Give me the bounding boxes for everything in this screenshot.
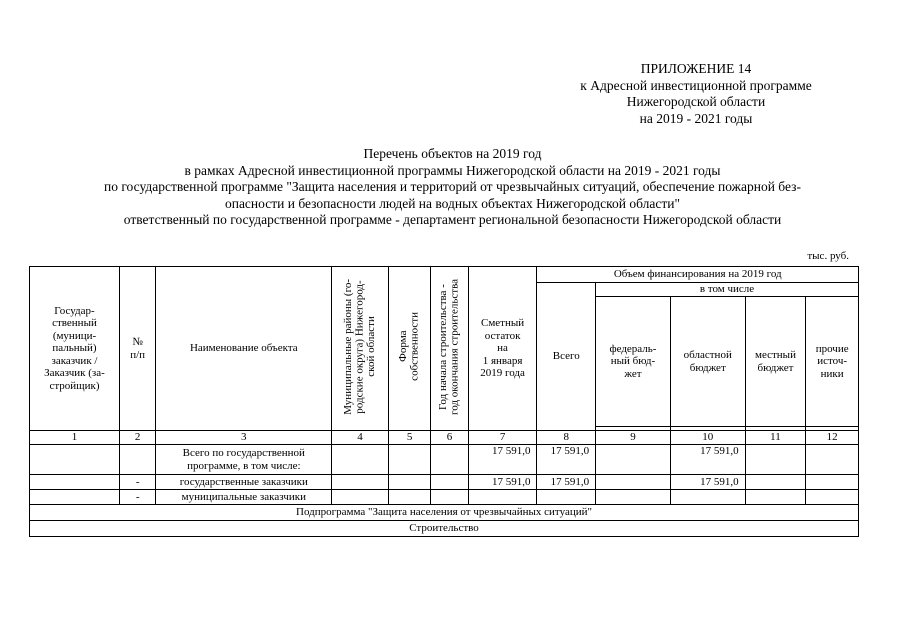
column-number: 11 (745, 431, 806, 445)
column-number: 2 (119, 431, 155, 445)
column-number: 3 (156, 431, 332, 445)
cell-number: - (119, 475, 155, 490)
table-row (30, 475, 859, 490)
cell-regional (670, 490, 745, 505)
cell-district (332, 475, 389, 490)
cell-ownership (388, 490, 430, 505)
title-line-4: опасности и безопасности людей на водных объектах Нижегородской области" (224, 195, 681, 211)
cell-local (745, 445, 806, 475)
column-number: 5 (388, 431, 430, 445)
cell-number: - (119, 490, 155, 505)
cell-regional: 17 591,0 (670, 475, 745, 490)
header-including: в том числе (596, 283, 859, 297)
cell-object-name: Всего по государственной программе, в том числе: (156, 445, 332, 475)
cell-local (745, 475, 806, 490)
cell-customer (30, 475, 120, 490)
header-years: Год начала строительства - год окончания строительства (437, 278, 461, 415)
document-title (20, 146, 885, 229)
cell-total: 17 591,0 (537, 475, 596, 490)
column-number: 6 (431, 431, 468, 445)
appendix-program: к Адресной инвестиционной программе (580, 77, 812, 93)
title-line-2: в рамках Адресной инвестиционной программы Нижегородской области на 2019 - 2021 годы (184, 162, 721, 178)
header-districts-cell (332, 267, 389, 431)
cell-customer (30, 490, 120, 505)
cell-years (431, 445, 468, 475)
appendix-block (540, 61, 852, 127)
header-financing-group: Объем финансирования на 2019 год (537, 267, 859, 283)
header-districts: Муниципальные районы (го- родские округа) Нижегород- ской области (341, 278, 377, 415)
financing-table (29, 266, 859, 537)
appendix-region: Нижегородской области (626, 94, 766, 109)
cell-number (119, 445, 155, 475)
cell-total (537, 490, 596, 505)
header-total: Всего (537, 283, 596, 431)
header-local: местный бюджет (745, 297, 806, 427)
cell-years (431, 475, 468, 490)
appendix-number: ПРИЛОЖЕНИЕ 14 (640, 61, 752, 76)
title-line-5: ответственный по государственной программе - департамент региональной безопасности Нижегородской области (123, 212, 782, 227)
cell-local (745, 490, 806, 505)
appendix-years: на 2019 - 2021 годы (639, 110, 753, 126)
cell-other (806, 475, 859, 490)
header-regional: областной бюджет (670, 297, 745, 427)
header-number: № п/п (119, 267, 155, 431)
cell-total: 17 591,0 (537, 445, 596, 475)
header-customer: Государ- ственный (муници- пальный) заказчик / Заказчик (за- стройщик) (30, 267, 120, 431)
cell-federal (596, 475, 671, 490)
cell-district (332, 445, 389, 475)
cell-ownership (388, 475, 430, 490)
cell-federal (596, 445, 671, 475)
header-object-name: Наименование объекта (156, 267, 332, 431)
section-row: Строительство (30, 521, 859, 537)
column-number-row (30, 431, 859, 445)
header-ownership-cell (388, 267, 430, 431)
header-estimated-balance: Сметный остаток на 1 января 2019 года (468, 267, 537, 431)
cell-ownership (388, 445, 430, 475)
title-line-3: по государственной программе "Защита населения и территорий от чрезвычайных ситуаций, обеспечение пожарной без- (104, 179, 801, 194)
cell-years (431, 490, 468, 505)
column-number: 12 (806, 431, 859, 445)
cell-object-name: государственные заказчики (156, 475, 332, 490)
cell-balance: 17 591,0 (468, 445, 537, 475)
column-number: 4 (332, 431, 389, 445)
cell-balance (468, 490, 537, 505)
units-label: тыс. руб. (807, 250, 849, 262)
column-number: 1 (30, 431, 120, 445)
column-number: 10 (670, 431, 745, 445)
column-number: 7 (468, 431, 537, 445)
title-line-1: Перечень объектов на 2019 год (363, 146, 542, 161)
column-number: 9 (596, 431, 671, 445)
cell-other (806, 445, 859, 475)
header-years-cell (431, 267, 468, 431)
table-row (30, 490, 859, 505)
cell-federal (596, 490, 671, 505)
header-other: прочие источ- ники (806, 297, 859, 427)
column-number: 8 (537, 431, 596, 445)
cell-other (806, 490, 859, 505)
table-row (30, 445, 859, 475)
cell-regional: 17 591,0 (670, 445, 745, 475)
header-federal: федераль- ный бюд- жет (596, 297, 671, 427)
header-ownership: Форма собственности (397, 312, 421, 382)
cell-balance: 17 591,0 (468, 475, 537, 490)
cell-customer (30, 445, 120, 475)
subprogram-row: Подпрограмма "Защита населения от чрезвычайных ситуаций" (30, 505, 859, 521)
cell-object-name: муниципальные заказчики (156, 490, 332, 505)
cell-district (332, 490, 389, 505)
